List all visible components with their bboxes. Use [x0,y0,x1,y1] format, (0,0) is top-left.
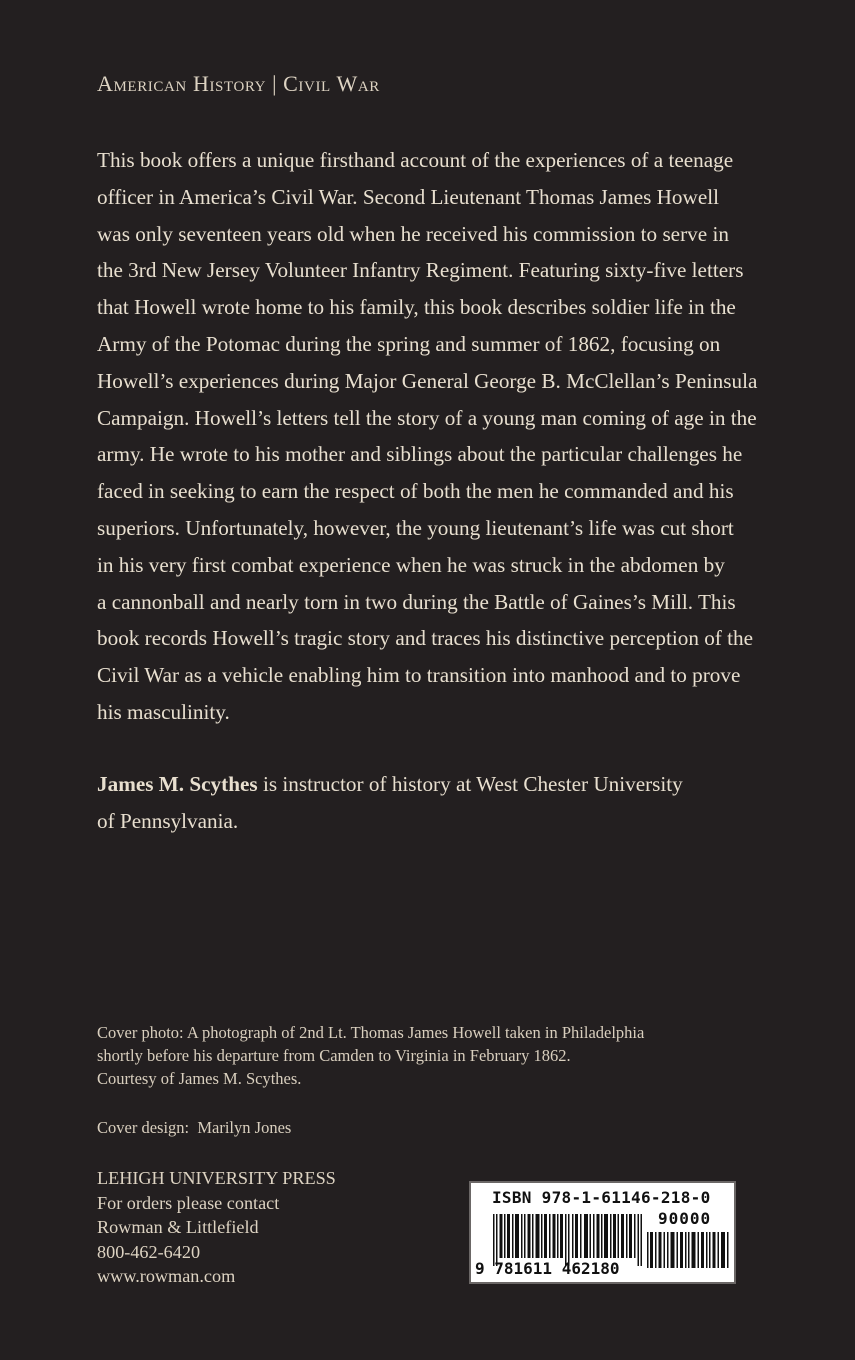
description-line: This book offers a unique firsthand account of the experiences of a teenage [97,148,734,172]
description-line: was only seventeen years old when he received his commission to serve in [97,221,729,246]
ean-digits: 9 781611 462180 [475,1259,620,1278]
author-bio [97,766,797,840]
author-bio-line-1 [97,766,797,803]
description-line: that Howell wrote home to his family, this book describes soldier life in the [97,295,736,320]
category-secondary: Civil War [283,71,380,96]
category-heading [97,71,380,97]
phone-number: 800-462-6420 [97,1241,201,1262]
description-line: army. He wrote to his mother and siblings about the particular challenges he [97,442,743,467]
publisher-name: LEHIGH UNIVERSITY PRESS [97,1168,336,1188]
credit-line: shortly before his departure from Camden to Virginia in February 1862. [97,1046,571,1065]
category-primary: American History [97,71,267,96]
description-line: Army of the Potomac during the spring and summer of 1862, focusing on [97,331,721,356]
cover-design-credit: Cover design: Marilyn Jones [97,1118,292,1137]
description-line: the 3rd New Jersey Volunteer Infantry Regiment. Featuring sixty-five letters [97,258,744,283]
author-name: James M. Scythes [97,772,258,796]
description-line: superiors. Unfortunately, however, the young lieutenant’s life was cut short [97,515,734,540]
cover-photo-credit [97,1021,644,1090]
description-line: officer in America’s Civil War. Second Lieutenant Thomas James Howell [97,184,720,209]
description-line: his masculinity. [97,699,230,724]
price-code: 90000 [658,1209,712,1228]
description-line: Howell’s experiences during Major General George B. McClellan’s Peninsula [97,368,758,393]
addon-barcode-bars-icon [647,1232,732,1268]
website-link: www.rowman.com [97,1266,236,1286]
credit-line: Courtesy of James M. Scythes. [97,1069,302,1088]
author-bio-line-2: of Pennsylvania. [97,808,239,833]
credit-line: Cover photo: A photograph of 2nd Lt. Thomas James Howell taken in Philadelphia [97,1023,645,1042]
book-description [97,142,797,731]
description-line: a cannonball and nearly torn in two during the Battle of Gaines’s Mill. This [97,589,736,614]
author-bio-text: is instructor of history at West Chester University [257,772,683,796]
publisher-info [97,1166,336,1289]
category-separator: | [272,71,278,96]
orders-note: For orders please contact [97,1192,280,1213]
description-line: book records Howell’s tragic story and traces his distinctive perception of the [97,626,754,651]
distributor-name: Rowman & Littlefield [97,1217,259,1237]
isbn-label: ISBN 978-1-61146-218-0 [492,1188,711,1207]
isbn-barcode [469,1181,736,1284]
description-line: Campaign. Howell’s letters tell the story of a young man coming of age in the [97,405,757,430]
description-line: in his very first combat experience when he was struck in the abdomen by [97,552,725,577]
description-line: faced in seeking to earn the respect of both the men he commanded and his [97,479,734,504]
description-line: Civil War as a vehicle enabling him to transition into manhood and to prove [97,663,741,688]
